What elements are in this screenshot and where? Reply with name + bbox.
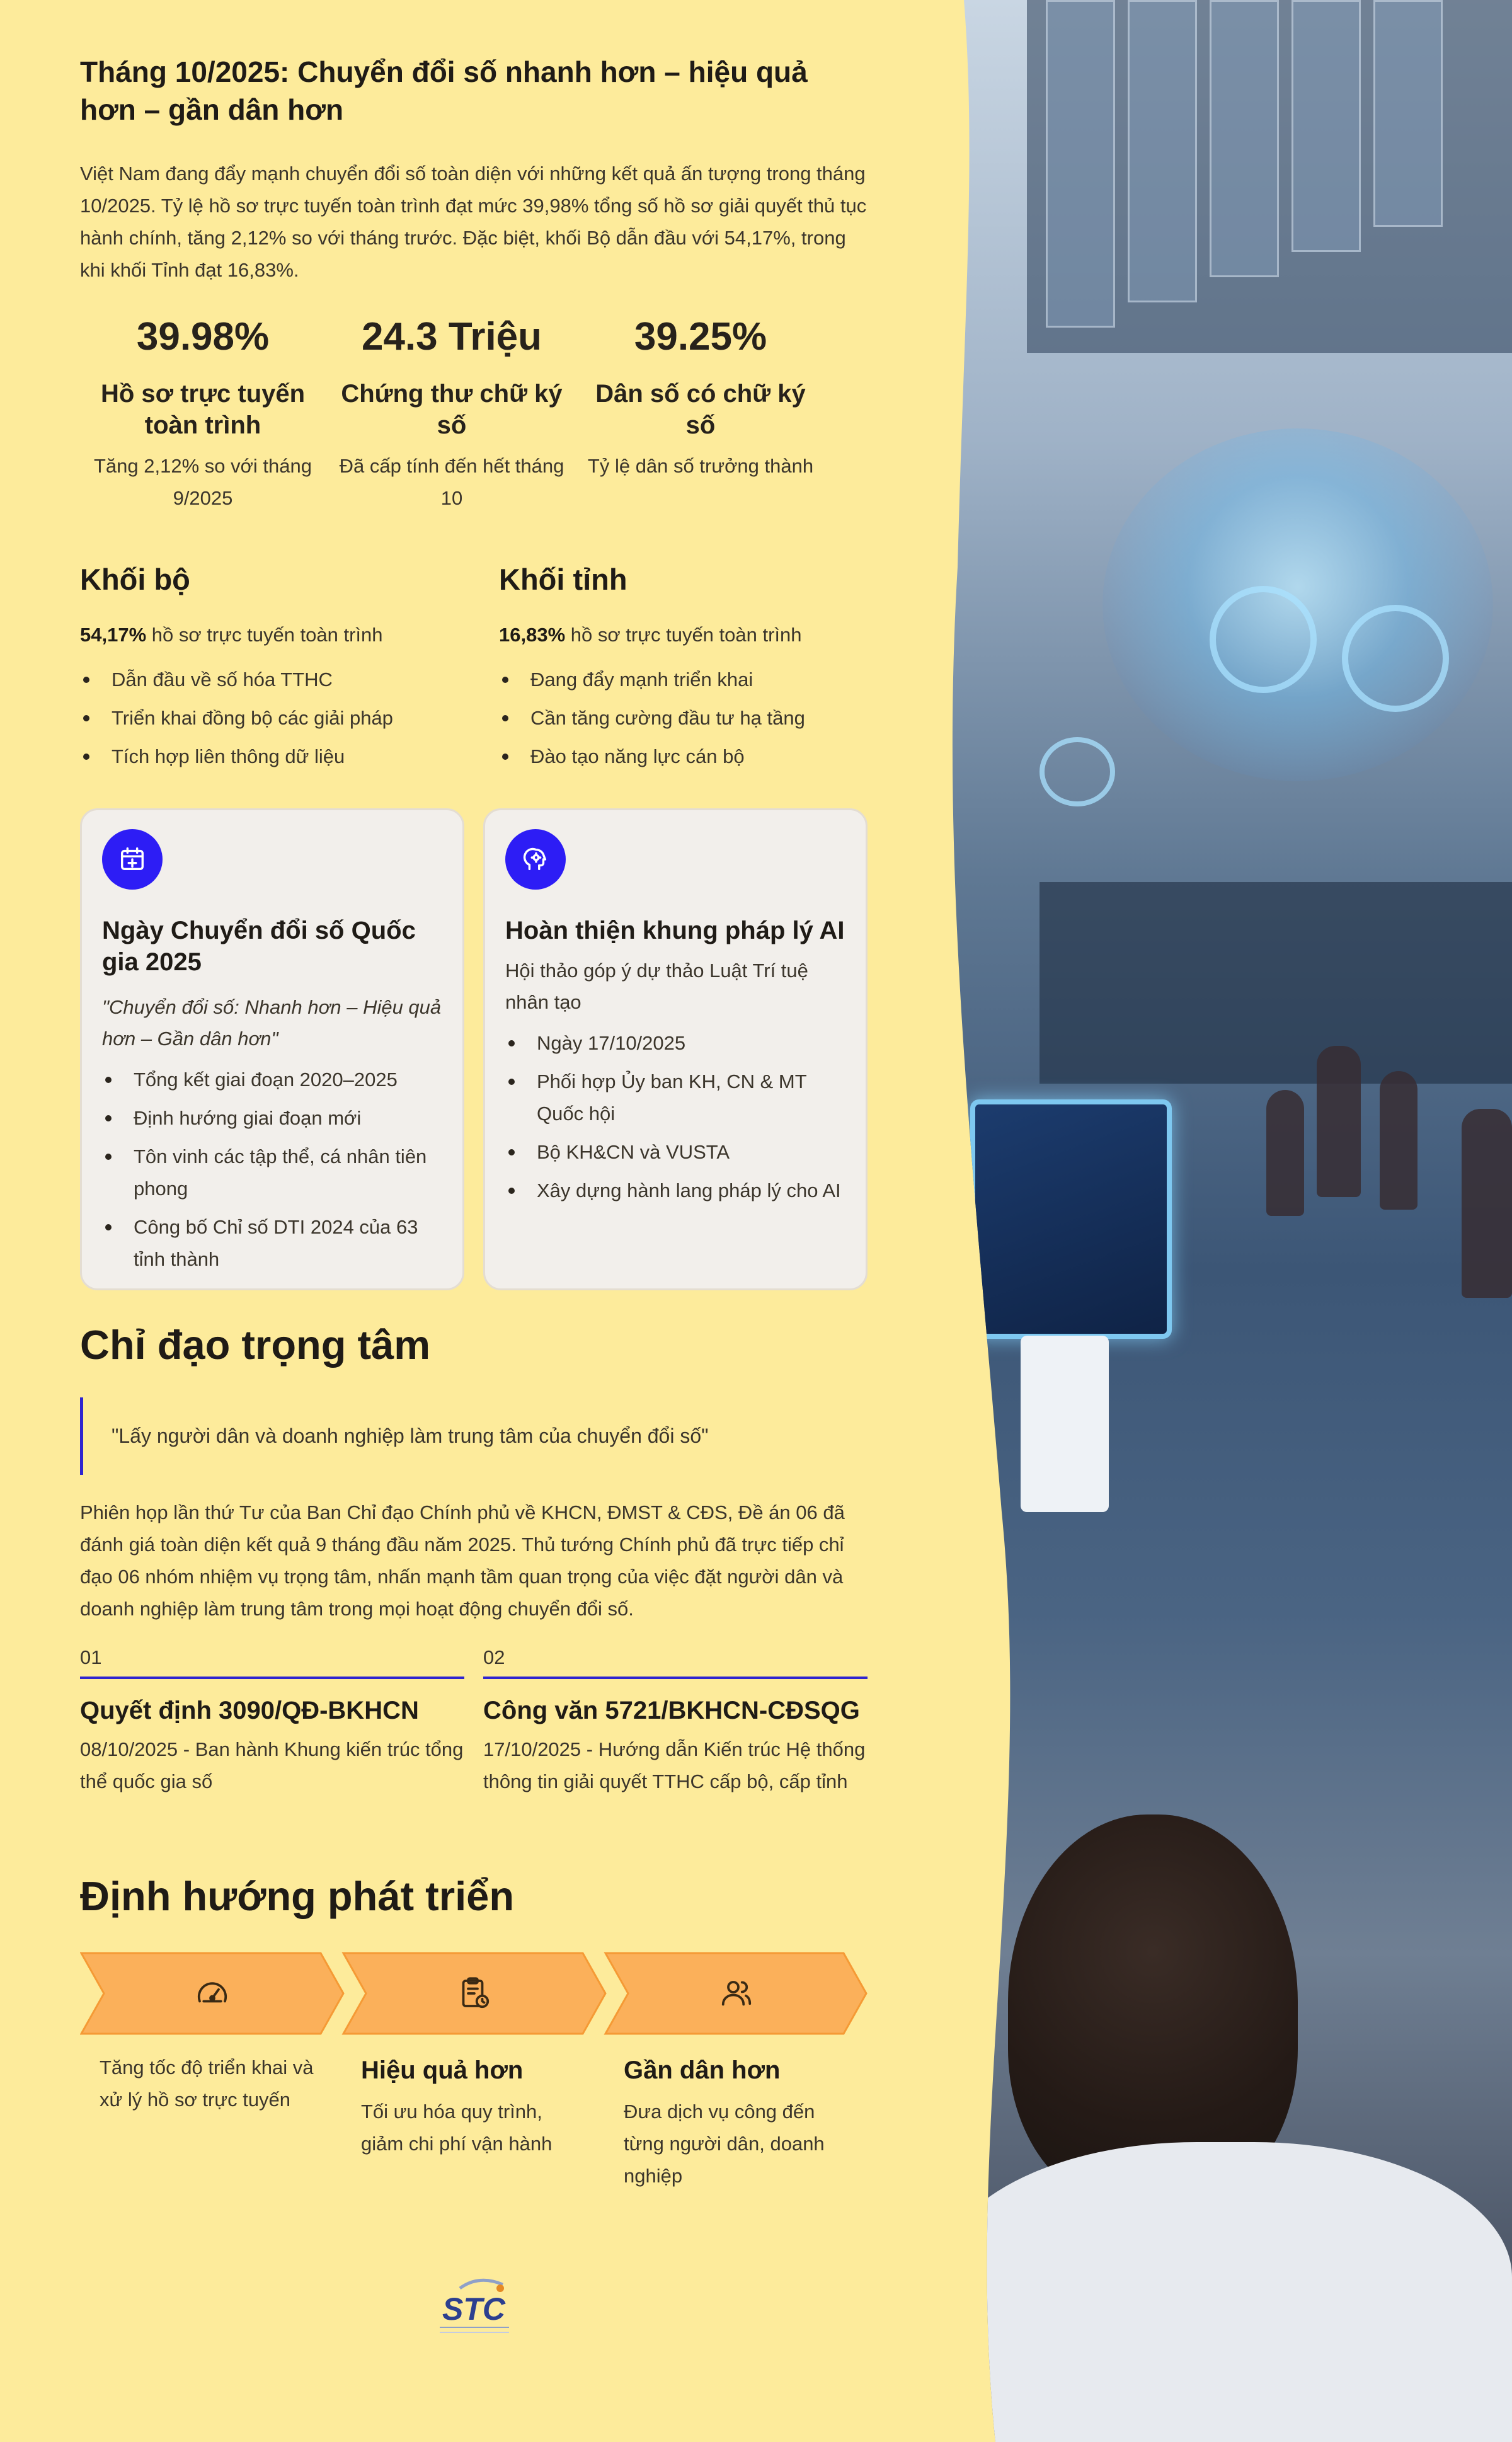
stc-logo: [435, 2274, 517, 2344]
card-list: [505, 1027, 845, 1207]
card-quote: "Chuyển đổi số: Nhanh hơn – Hiệu quả hơn – Gần dân hơn": [102, 996, 442, 1050]
list-item: Xây dựng hành lang pháp lý cho AI: [505, 1174, 845, 1207]
block-lead: [499, 619, 890, 651]
stat-sub: Tỷ lệ dân số trưởng thành: [587, 455, 814, 477]
doc-description: 08/10/2025 - Ban hành Khung kiến trúc tổng thể quốc gia số: [80, 1738, 464, 1792]
list-item: Triển khai đồng bộ các giải pháp: [80, 702, 471, 734]
doc-item-1: [80, 1641, 464, 1797]
stats-row: [80, 309, 868, 514]
list-item: Tôn vinh các tập thể, cá nhân tiên phong: [102, 1140, 442, 1205]
direction-description: Đưa dịch vụ công đến từng người dân, doanh nghiệp: [624, 2101, 825, 2187]
card-title: Hoàn thiện khung pháp lý AI: [505, 917, 845, 944]
direction-item-2: [361, 2051, 588, 2160]
list-item: Ngày 17/10/2025: [505, 1027, 845, 1059]
card-subtitle: Hội thảo góp ý dự thảo Luật Trí tuệ nhân tạo: [505, 960, 808, 1013]
block-title: Khối bộ: [80, 563, 190, 596]
ai-head-icon: [505, 829, 566, 890]
list-item: Cần tăng cường đầu tư hạ tầng: [499, 702, 890, 734]
blockquote: [80, 1397, 868, 1475]
list-item: Đào tạo năng lực cán bộ: [499, 740, 890, 772]
block-list: [499, 663, 890, 772]
stat-sub: Tăng 2,12% so với tháng 9/2025: [93, 455, 312, 509]
direction-title: Gần dân hơn: [624, 2056, 781, 2084]
stat-label: Hồ sơ trực tuyến toàn trình: [100, 380, 306, 439]
direction-description: Tối ưu hóa quy trình, giảm chi phí vận hành: [361, 2101, 553, 2155]
block-title: Khối tỉnh: [499, 563, 627, 596]
doc-description: 17/10/2025 - Hướng dẫn Kiến trúc Hệ thống thông tin giải quyết TTHC cấp bộ, cấp tỉnh: [483, 1738, 866, 1792]
quote-text: "Lấy người dân và doanh nghiệp làm trung tâm của chuyển đổi số": [112, 1424, 709, 1447]
list-item: Dẫn đầu về số hóa TTHC: [80, 663, 471, 696]
direction-item-3: [624, 2051, 850, 2192]
doc-title: Quyết định 3090/QĐ-BKHCN: [80, 1697, 419, 1724]
block-ministries: [80, 558, 471, 779]
direction-title: Hiệu quả hơn: [361, 2056, 524, 2084]
list-item: Định hướng giai đoạn mới: [102, 1102, 442, 1134]
stat-sub: Đã cấp tính đến hết tháng 10: [339, 455, 564, 509]
card-list: [102, 1063, 442, 1275]
stat-label: Dân số có chữ ký số: [595, 380, 806, 439]
list-item: Tổng kết giai đoạn 2020–2025: [102, 1063, 442, 1096]
block-list: [80, 663, 471, 772]
stat-online-dossier: [80, 309, 326, 514]
calendar-plus-icon: [102, 829, 163, 890]
card-ai-legal: [483, 808, 868, 1290]
direction-arrows: [80, 1952, 868, 2035]
stat-digital-certificates: [329, 309, 575, 514]
doc-number: 02: [483, 1641, 868, 1679]
clipboard-clock-icon: [455, 1975, 493, 2012]
doc-number: 01: [80, 1641, 464, 1679]
people-icon: [718, 1975, 755, 2012]
block-provinces: [499, 558, 890, 779]
list-item: Đang đẩy mạnh triển khai: [499, 663, 890, 696]
stat-label: Chứng thư chữ ký số: [341, 380, 563, 439]
page-title: Tháng 10/2025: Chuyển đổi số nhanh hơn – hiệu quả hơn – gần dân hơn: [80, 55, 808, 126]
block-lead-value: 54,17%: [80, 624, 147, 646]
doc-title: Công văn 5721/BKHCN-CĐSQG: [483, 1697, 860, 1724]
block-lead-text: hồ sơ trực tuyến toàn trình: [565, 624, 802, 646]
chidao-paragraph: Phiên họp lần thứ Tư của Ban Chỉ đạo Chính phủ về KHCN, ĐMST & CĐS, Đề án 06 đã đánh giá toàn diện kết quả 9 tháng đầu năm 2025. Thủ tướng Chính phủ đã trực tiếp chỉ đạo 06 nhóm nhiệm vụ trọng tâm, nhấn mạnh tầm quan trọng của việc đặt người dân và doanh nghiệp làm trung tâm trong mọi hoạt động chuyển đổi số.: [80, 1501, 845, 1620]
card-title: Ngày Chuyển đổi số Quốc gia 2025: [102, 917, 416, 976]
stat-value: 39.25%: [634, 315, 767, 358]
speedometer-icon: [193, 1975, 231, 2012]
card-digital-day: [80, 808, 464, 1290]
logo-text: STC: [442, 2291, 505, 2327]
direction-description: Tăng tốc độ triển khai và xử lý hồ sơ trực tuyến: [100, 2056, 314, 2111]
intro-paragraph: Việt Nam đang đẩy mạnh chuyển đổi số toàn diện với những kết quả ấn tượng trong tháng 10/2025. Tỷ lệ hồ sơ trực tuyến toàn trình đạt mức 39,98% tổng số hồ sơ giải quyết thủ tục hành chính, tăng 2,12% so với tháng trước. Đặc biệt, khối Bộ dẫn đầu với 54,17%, trong khi khối Tỉnh đạt 16,83%.: [80, 163, 867, 281]
block-lead-value: 16,83%: [499, 624, 566, 646]
list-item: Tích hợp liên thông dữ liệu: [80, 740, 471, 772]
hero-photo: [939, 0, 1512, 2442]
stat-value: 24.3 Triệu: [361, 315, 542, 358]
list-item: Bộ KH&CN và VUSTA: [505, 1136, 845, 1168]
section-title-chidao: Chỉ đạo trọng tâm: [80, 1322, 431, 1368]
block-lead-text: hồ sơ trực tuyến toàn trình: [146, 624, 383, 646]
list-item: Phối hợp Ủy ban KH, CN & MT Quốc hội: [505, 1065, 845, 1130]
block-lead: [80, 619, 471, 651]
stat-value: 39.98%: [136, 315, 270, 358]
stat-population-signature: [578, 309, 823, 514]
section-title-dinhhuong: Định hướng phát triển: [80, 1873, 515, 1919]
doc-item-2: [483, 1641, 868, 1797]
direction-item-1: [100, 2051, 326, 2116]
list-item: Công bố Chỉ số DTI 2024 của 63 tỉnh thành: [102, 1211, 442, 1275]
